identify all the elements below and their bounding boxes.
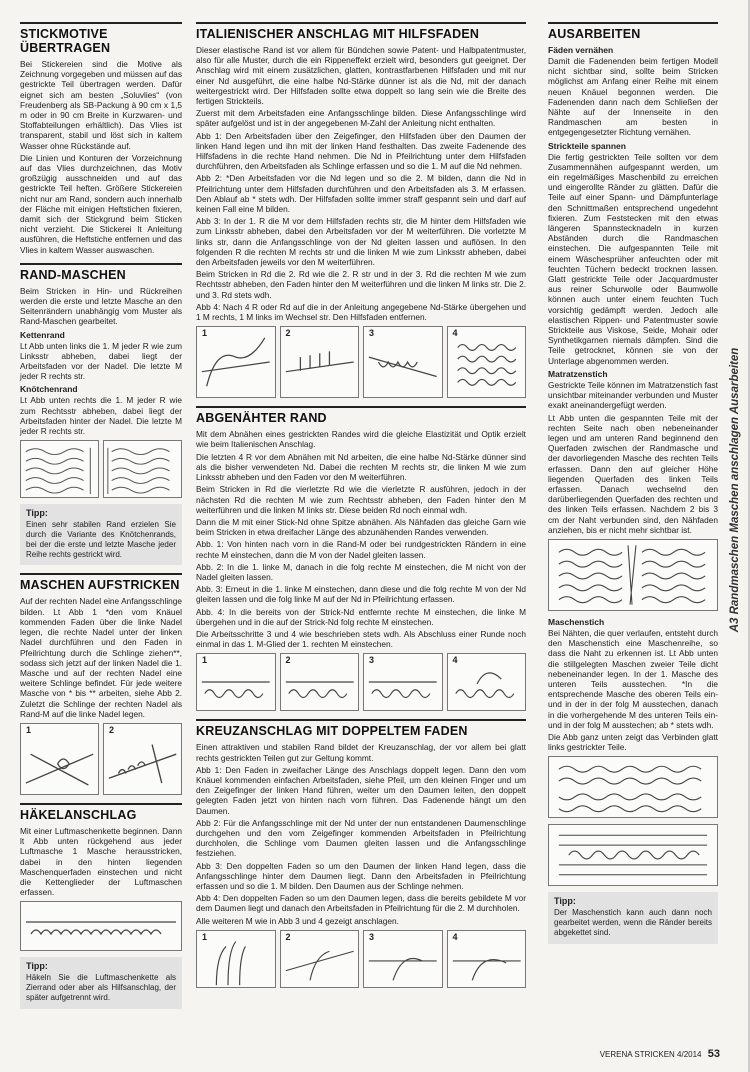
paragraph: Abb. 3: Erneut in die 1. linke M einstechen, dann diese und die folg rechte M von der Nd gleiten lassen und die folg linke M auf der Nd in Pfeilrichtung erfassen. [196,584,526,605]
paragraph: Lt Abb unten links die 1. M jeder R wie zum Linksstr abheben, dabei liegt der Arbeitsfaden vor der Nadel. Die letzte M jeder R rechts str. [20,340,182,382]
subheading: Fäden vernähen [548,45,614,55]
knitting-illustration [103,723,182,795]
knitting-illustration [363,653,443,711]
paragraph: Alle weiteren M wie in Abb 3 und 4 gezeigt anschlagen. [196,915,399,926]
knitting-illustration [548,539,718,611]
tip-title: Tipp: [26,961,48,972]
page-number: 53 [707,1048,720,1060]
figure-number: 3 [369,655,375,666]
tip-text: Häkeln Sie die Luftmaschenkette als Zierrand oder aber als Hilfsanschlag, der später aufgetrennt wird. [26,973,176,1002]
figure-number: 1 [202,931,208,942]
figure-number: 2 [285,931,291,942]
knitting-illustration [280,326,360,398]
knitting-illustration [196,653,276,711]
figure-row [20,440,182,498]
tip-text: Einen sehr stabilen Rand erzielen Sie durch die Variante des Knötchenrands, bei der die erste und letzte Masche jeder Reihe rechts gestrickt wird. [26,520,176,559]
figure-number: 4 [452,931,458,942]
figure-row [196,930,526,988]
paragraph: Die Abb ganz unten zeigt das Verbinden glatt links gestrickter Teile. [548,731,718,753]
knitting-illustration [103,440,182,498]
subheading: Knötchenrand [20,384,78,395]
knitting-illustration [280,653,360,711]
paragraph: Lt Abb unten die gespannten Teile mit der rechten Seite nach oben nebeneinander legen und am unteren Rand beginnend den Querfaden zwischen der Randmasche und der davorliegenden Masche des rechten Teils erfassen. Dann den auf gleicher Höhe liegenden Querfaden des linken Teils erfassen. Danach wechselnd den darüberliegenden Querfaden des rechten und des linken Teils erfassen. Nachdem 2 bis 3 cm der Naht verbunden sind, den Nähfaden anziehen, bis er nicht mehr sichtbar ist. [548,412,718,535]
paragraph: Abb. 4: In die bereits von der Strick-Nd entfernte rechte M einstechen, die linke M übergehen und in die auf der Strick-Nd folg rechte M einstechen. [196,606,526,627]
figure-number: 1 [202,655,208,666]
knitting-illustration [447,653,527,711]
section-randmaschen [20,263,182,566]
paragraph: Abb 1: Den Arbeitsfaden über den Zeigefinger, den Hilfsfaden über den Daumen der linken Hand legen und ihn mit der linken Hand festhalten. Das zweite Fadenende des Hilfsfadens in die rechte Hand nehmen. Die Nd in Pfeilrichtung unter dem Hilfsfaden durchführen, den Arbeitsfaden als Schlinge erfassen und so die 1. M auf die Nd nehmen. [196,130,526,172]
paragraph: Beim Stricken in Hin- und Rückreihen werden die erste und letzte Masche an den Seitenrändern unabhängig vom Muster als Rand-Maschen gearbeitet. [20,285,182,327]
paragraph: Abb. 2: In die 1. linke M, danach in die folg rechte M einstechen, die M nicht von der Nadel gleiten lassen. [196,561,526,582]
figure-number: 3 [369,931,375,942]
figure-number: 2 [109,724,115,735]
column-middle [196,22,526,996]
knitting-illustration [196,930,276,988]
section-kreuzanschlag [196,719,526,987]
paragraph: Abb 3: Den doppelten Faden so um den Daumen der linken Hand legen, dass die Anfangsschlinge hinter dem Daumen liegt. Dann den Arbeitsfaden in Pfeilrichtung erfassen und so die 1. M bilden. Den Daumen aus der Schlinge nehmen. [196,860,526,891]
tip-box [548,892,718,943]
paragraph: Mit dem Abnähen eines gestrickten Randes wird die gleiche Elastizität und Optik erzielt wie beim Italienischen Anschlag. [196,429,526,450]
section-aufstricken [20,573,182,794]
paragraph: Dieser elastische Rand ist vor allem für Bündchen sowie Patent- und Halbpatentmuster, also für alle Muster, durch die ein Rippeneffekt erzielt wird, besonders gut geeignet. Der Anschlag wird mit einem zusätzlichen, glatten, kontrastfarbenen Hilfsfaden und mit nur einer Nd ausgeführt, die eine halbe Nd-Stärke dünner ist als die Nd, mit der danach weitergestrickt wird. Der Hilfsfaden sollte etwa doppelt so lang sein wie die Breite des fertigen Strickteils. [196,45,526,107]
paragraph: Die Arbeitsschritte 3 und 4 wie beschrieben stets wdh. Als Abschluss einer Runde noch einmal in das 1. M-Glied der 1. rechten M einstechen. [196,628,526,650]
figure-number: 3 [369,328,375,339]
figure-number: 1 [26,724,32,735]
paragraph: Bei Stickereien sind die Motive als Zeichnung vorgegeben und müssen auf das gestrickte Teil übertragen werden. Dafür eignet sich am besten „Soluvlies“ (von Freudenberg als SB-Packung à 90 cm x 1,5 m oder in 90 cm Breite in Kurzwaren- und Stoffabteilungen erhältlich). Das Vlies ist transparent, stabil und löst sich in kaltem Wasser ohne Rückstände auf. [20,59,182,151]
paragraph: Abb 2: Für die Anfangsschlinge mit der Nd unter der nun entstandenen Daumenschlinge durchgehen und den vom Zeigefinger kommenden Arbeitsfaden in Pfeilrichtung durchholen, die Schlinge vom Daumen gleiten lassen und die Anfangsschlinge festziehen. [196,817,526,859]
figure-row [196,653,526,711]
section-title: STICKMOTIVE ÜBERTRAGEN [20,22,182,55]
figure-number: 2 [285,655,291,666]
subheading: Maschenstich [548,616,605,627]
section-title: RAND-MASCHEN [20,263,182,282]
section-title: AUSARBEITEN [548,22,718,41]
paragraph: Zuerst mit dem Arbeitsfaden eine Anfangsschlinge bilden. Diese Anfangsschlinge wird später aufgelöst und ist in der angegebenen M-Zahl der Anleitung nicht enthalten. [196,108,526,129]
footer [600,1048,720,1060]
paragraph: Die Linien und Konturen der Vorzeichnung auf das Vlies durchzeichnen, das Motiv großzügig ausschneiden und auf das gestrickte Teil heften. Größere Stickereien nicht nur am Rand, sondern auch innerhalb der Fläche mit einigen Heftstichen fixieren, damit sich der Stickgrund beim Sticken nicht verzieht. Die Stickerei lt Anleitung ausführen, die Heftstiche entfernen und das Vlies in kaltem Wasser auswaschen. [20,152,182,255]
section-ausarbeiten [548,22,718,944]
column-right [548,22,718,952]
paragraph: Die fertig gestrickten Teile sollten vor dem Zusammennähen aufgespannt werden, um ein regelmäßiges Maschenbild zu erreichen und eingerollte Ränder zu glätten. Dafür die Teile auf einer Spann- und Dämpfunterlage den Schnittmaßen entsprechend ungedehnt fixieren. Zum Feststecken mit den etwas längeren Spannstecknadeln in kurzen Abständen durch die Randmaschen einstechen. Die aufgespannten Teile mit einem Wäschesprüher anfeuchten oder mit feuchten Tüchern bedeckt trocknen lassen. Glatt gestrickte Teile oder Jacquardmuster aus reiner Schurwolle oder Baumwolle können auch unter einem feuchten Tuch vorsichtig gedämpft werden. Jedoch alle elastischen Rippen- und Patentmuster sowie Strickteile aus Viskose, Seide, Mohair oder Synthetikgarnen niemals dämpfen. Sind die Teile getrocknet, können sie von der Unterlage abgenommen werden. [548,151,718,366]
figure-number: 1 [202,328,208,339]
section-title: ABGENÄHTER RAND [196,406,526,425]
paragraph: Einen attraktiven und stabilen Rand bildet der Kreuzanschlag, der vor allem bei glatt rechts gestrickten Teilen gut zur Geltung kommt. [196,742,526,763]
knitting-illustration [196,326,276,398]
figure-number: 4 [452,655,458,666]
figure-row [196,326,526,398]
magazine-name: VERENA STRICKEN 4/2014 [599,1050,702,1059]
section-abgenaehter-rand [196,406,526,711]
tip-text: Der Maschenstich kann auch dann noch gearbeitet werden, wenn die Ränder bereits abgekettet sind. [554,908,712,937]
paragraph: Damit die Fadenenden beim fertigen Modell nicht sichtbar sind, sollte beim Stricken möglichst am Anfang einer Reihe mit einem neuen Knäuel begonnen werden. Die Fadenenden dann nach dem Schließen der Nähte auf der Innenseite in den Randmaschen am besten in entgegengesetzter Richtung vernähen. [548,56,718,138]
knitting-illustration [363,930,443,988]
knitting-illustration [548,756,718,818]
paragraph: Beim Stricken in Rd die vierletzte Rd wie die vierletzte R ausführen, jedoch in der nächsten Rd die rechten M wie zum Rechtsstr abheben, den Faden hinter den M weiterführen und die linken M links str. Diese beiden Rd noch einmal wdh. [196,484,526,515]
paragraph: Abb 2: *Den Arbeitsfaden vor die Nd legen und so die 2. M bilden, dann die Nd in Pfeilrichtung unter dem Hilfsfaden durchführen und den Arbeitsfaden als 3. M erfassen. Den Ablauf ab * stets wdh. Der Hilfsfaden sollte immer straff gespannt sein und darf auf keinen Fall eine M bilden. [196,173,526,215]
tip-title: Tipp: [554,896,576,907]
section-title: ITALIENISCHER ANSCHLAG MIT HILFSFADEN [196,22,526,41]
sidebar-text: A3 Randmaschen Maschen anschlagen Ausarbeiten [729,347,741,633]
paragraph: Lt Abb unten rechts die 1. M jeder R wie zum Rechtsstr abheben, dabei liegt der Arbeitsfaden hinter der Nadel. Die letzte M jeder R rechts str. [20,395,182,437]
subheading: Kettenrand [20,329,65,340]
section-title: HÄKELANSCHLAG [20,803,182,822]
tip-title: Tipp: [26,508,48,519]
paragraph: Dann die M mit einer Stick-Nd ohne Spitze abnähen. Als Nähfaden das gleiche Garn wie beim Stricken in etwa dreifacher Länge des abzunähenden Randes verwenden. [196,516,526,538]
knitting-illustration [447,326,527,398]
paragraph: Bei Nähten, die quer verlaufen, entsteht durch den Maschenstich eine Maschenreihe, so dass die Naht zu erkennen ist. Lt Abb unten die stillgelegten Maschen zweier Teile dicht nebeneinander legen. In der 1. Masche des unteren Teils ausstechen. *In die entsprechende Masche des oberen Teils ein- und in der in der folg M ausstechen, danach in die vorhergehende M des unteren Teils ein- und in der folg M ausstechen; ab * stets wdh. [548,627,718,730]
tip-box [20,957,182,1008]
paragraph: Mit einer Luftmaschenkette beginnen. Dann lt Abb unten rückgehend aus jeder Luftmasche 1 Masche herausstricken, dabei in den hinten liegenden Maschenquerfaden einstechen und nicht die Kettenglieder der Luftmaschen erfassen. [20,825,182,898]
subheading: Strickteile spannen [548,140,626,151]
paragraph: Abb 3: In der 1. R die M vor dem Hilfsfaden rechts str, die M hinter dem Hilfsfaden wie zum Linksstr abheben, dabei den Arbeitsfaden vor der M weiterführen. Die vorletzte M links str, dann die Anfangsschlinge von der Nd gleiten lassen und auflösen. In den folgenden R die rechten M rechts str und die linken M wie zum Linksstr abheben, dabei den Arbeitsfaden jeweils vor den M weiterführen. [196,216,526,268]
paragraph: Abb 4: Den doppelten Faden so um den Daumen legen, dass die bereits gebildete M vor dem Daumen liegt und danach den Arbeitsfaden in Pfeilrichtung für die 2. M durchholen. [196,893,526,914]
section-stickmotive [20,22,182,255]
sidebar-label [722,60,748,920]
tip-box [20,504,182,565]
knitting-illustration [20,901,182,951]
paragraph: Abb 1: Den Faden in zweifacher Länge des Anschlags doppelt legen. Dann den vom Knäuel kommenden einfachen Arbeitsfaden, siehe Pfeil, um den kleinen Finger und um den Zeigefinger der linken Hand führen, weiter um den Daumen leiten, den doppelt gelegten Faden jetzt von hinten nach vorn führen. Das Fadenende hängt um den Daumen. [196,764,526,816]
paragraph: Gestrickte Teile können im Matratzenstich fast unsichtbar miteinander verbunden und Muster exakt aneinandergefügt werden. [548,379,718,411]
paragraph: Abb. 1: Von hinten nach vorn in die Rand-M oder bei rundgestrickten Rändern in eine rechte M einstechen, dann die M von der Nadel gleiten lassen. [196,539,526,560]
paragraph: Abb 4: Nach 4 R oder Rd auf die in der Anleitung angegebene Nd-Stärke übergehen und 1 M rechts, 1 M links im Wechsel str. Den Hilfsfaden entfernen. [196,301,526,323]
section-title: MASCHEN AUFSTRICKEN [20,573,182,592]
figure-number: 2 [285,328,291,339]
paragraph: Auf der rechten Nadel eine Anfangsschlinge bilden. Lt Abb 1 *den vom Knäuel kommenden Faden über die linke Nadel legen, die rechte Nadel unter der linken Nadel durchführen und den Faden in Pfeilrichtung durch die Schlinge ziehen**, sodass sich jetzt auf der linken Nadel die 1. Masche und auf der rechten Nadel eine weitere Schlinge befindet. Für jede weitere Masche von * bis ** arbeiten, siehe Abb 2. Zuletzt die Schlinge der rechten Nadel als Rand-M auf die linke Nadel legen. [20,596,182,719]
paragraph: Die letzten 4 R vor dem Abnähen mit Nd arbeiten, die eine halbe Nd-Stärke dünner sind als die bisher verwendeten Nd. Dabei die rechten M rechts str, die linken M wie zum Linksstr abheben und den Faden vor den M weiterführen. [196,451,526,483]
knitting-illustration [548,824,718,886]
knitting-illustration [20,723,99,795]
knitting-illustration [447,930,527,988]
knitting-illustration [363,326,443,398]
subheading: Matratzenstich [548,368,608,379]
section-italienischer-anschlag [196,22,526,398]
figure-number: 4 [452,328,458,339]
figure-row [20,723,182,795]
section-haekelanschlag [20,803,182,1009]
knitting-illustration [20,440,99,498]
paragraph: Beim Stricken in Rd die 2. Rd wie die 2. R str und in der 3. Rd die rechten M wie zum Rechtsstr abheben, den Faden hinter den M weiterführen und die linken M links str. Die 2. und 3. Rd stets wdh. [196,269,526,300]
section-title: KREUZANSCHLAG MIT DOPPELTEM FADEN [196,719,526,738]
column-left [20,22,182,1017]
knitting-illustration [280,930,360,988]
